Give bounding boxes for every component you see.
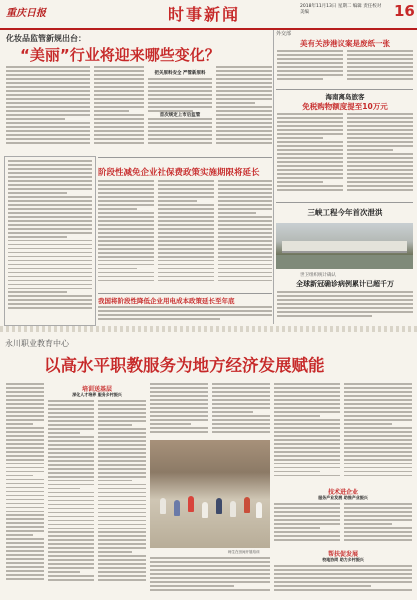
feature-photo: [150, 440, 270, 548]
column-rule: [273, 30, 274, 324]
right-text-2a: [277, 113, 343, 199]
feature-banner-band: [0, 326, 417, 332]
feature-text-col6: [274, 383, 340, 483]
masthead: [0, 0, 417, 30]
story-a-text-col4: [216, 66, 272, 152]
feature-text-col7: [344, 383, 412, 483]
story-b-subhead-text: [98, 306, 272, 324]
story-a-kicker: 化妆品监管新规出台：: [6, 34, 86, 43]
sidebar-box: [4, 156, 96, 326]
person-figure: [202, 502, 208, 518]
feature-sub-3: 帮扶促发展: [327, 551, 358, 558]
feature-headline: 以高水平职教服务为地方经济发展赋能: [44, 356, 325, 375]
right-head-2-line2: 免税购物额度提至10万元: [302, 102, 388, 111]
story-b-text-col3: [218, 180, 272, 292]
feature-text-under-photo: [150, 557, 270, 597]
feature-text-col1: [6, 383, 44, 597]
dam-wall-shape: [282, 241, 407, 253]
feature-sub-1: 培训送基层: [81, 386, 112, 393]
newspaper-logo: 重庆日报: [6, 8, 46, 19]
story-b-headline: 阶段性减免企业社保费政策实施期限将延长: [98, 168, 260, 178]
person-figure: [188, 496, 194, 512]
right-text-4: [277, 291, 413, 323]
feature-sub-2b: 服务产业发展 助推产业振兴: [318, 495, 368, 500]
sidebar-box-text: [8, 160, 92, 320]
story-b-subhead: 我国将阶段性降低企业用电成本政策延长至年底: [98, 297, 235, 305]
feature-category: 永川职业教育中心: [5, 339, 69, 348]
right-kicker-4: 世卫组织统计确认: [300, 273, 336, 278]
divider: [276, 202, 413, 203]
right-head-4: 全球新冠确诊病例累计已超千万: [296, 280, 394, 288]
right-text-2b: [347, 113, 413, 199]
person-figure: [244, 497, 250, 513]
person-figure: [256, 502, 262, 518]
page-number: 16: [394, 2, 415, 20]
feature-text-col5-top: [212, 383, 270, 439]
feature-text-col4-top: [150, 383, 208, 439]
divider: [98, 157, 272, 158]
right-head-1: 美有关涉港议案是废纸一张: [300, 39, 390, 48]
story-b-text-col1: [98, 180, 154, 292]
feature-text-col8: [274, 503, 340, 545]
section-title: 时事新闻: [168, 5, 241, 24]
person-figure: [160, 498, 166, 514]
person-figure: [174, 500, 180, 516]
right-text-1a: [277, 50, 343, 86]
dam-photo: [276, 223, 413, 269]
right-kicker: 外交部: [276, 31, 292, 37]
feature-text-col10: [274, 565, 412, 597]
story-a-text-col1: [6, 66, 90, 152]
feature-sub-2: 技术进企业: [327, 489, 358, 496]
divider: [276, 89, 413, 90]
feature-text-col3: [98, 400, 146, 596]
feature-text-col9: [344, 503, 412, 545]
feature-text-col2: [48, 400, 94, 596]
story-a-subhead-1: 把关原料安全 严管新原料: [154, 71, 206, 76]
feature-sub-3b: 校地协同 助力乡村振兴: [322, 557, 364, 562]
dateline: 2018年11月13日 星期二 编辑 责任校对 美编: [300, 4, 382, 15]
story-a-subhead-2: 首次规定上市后监管: [148, 112, 212, 118]
person-figure: [230, 501, 236, 517]
right-head-2-line1: 海南离岛旅客: [325, 93, 365, 101]
divider: [98, 293, 272, 294]
story-a-headline: “美丽”行业将迎来哪些变化？: [20, 46, 220, 64]
feature-sub-1b: 深化人才培养 服务乡村振兴: [72, 392, 122, 397]
person-figure: [216, 498, 222, 514]
river-shape: [276, 255, 413, 269]
story-b-text-col2: [158, 180, 214, 292]
right-text-1b: [347, 50, 413, 86]
photo-caption: 师生在田间开展培训: [228, 550, 260, 554]
story-a-text-col2: [94, 66, 144, 152]
right-head-3: 三峡工程今年首次泄洪: [307, 208, 383, 217]
